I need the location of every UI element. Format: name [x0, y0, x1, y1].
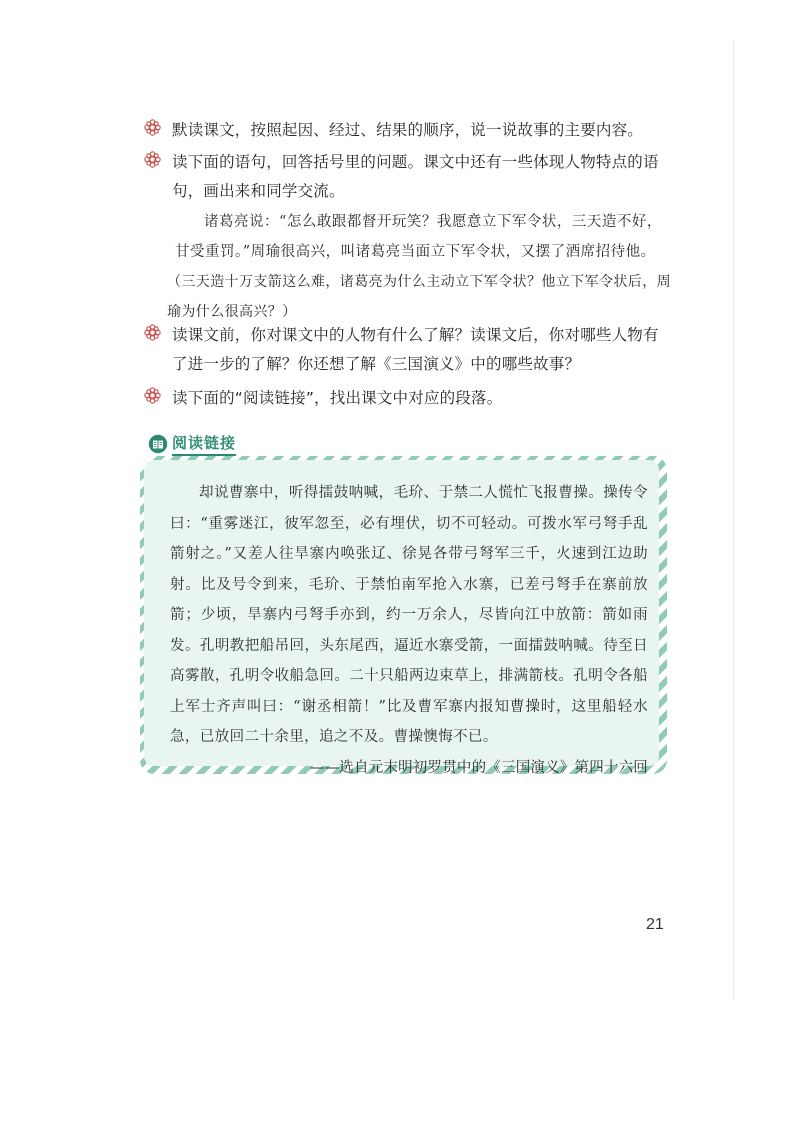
reading-link-source: ——选自元末明初罗贯中的《三国演义》第四十六回: [309, 759, 648, 776]
flower-bullet-icon: [144, 324, 161, 341]
page-edge: [733, 40, 734, 1000]
quote-hint: （三天造十万支箭这么难，诸葛亮为什么主动立下军令状？他立下军令状后，周瑜为什么很高兴？）: [167, 274, 671, 320]
question-item-1: [144, 116, 674, 145]
book-icon: [148, 434, 168, 454]
question-text: 读下面的语句，回答括号里的问题。课文中还有一些体现人物特点的语句，画出来和同学交流。: [172, 153, 659, 200]
question-text: 读下面的“阅读链接”，找出课文中对应的段落。: [172, 389, 503, 407]
quote-text: 诸葛亮说：“怎么敢跟都督开玩笑？我愿意立下军令状，三天造不好，甘受重罚。”周瑜很高兴，叫诸葛亮当面立下军令状，又摆了酒席招待他。: [175, 214, 662, 260]
page-number: 21: [646, 916, 664, 933]
quoted-passage: [167, 207, 675, 327]
reading-link-title: 阅读链接: [172, 432, 236, 456]
reading-link-header: [148, 432, 236, 456]
flower-bullet-icon: [144, 119, 161, 136]
reading-link-box: [140, 456, 667, 774]
flower-bullet-icon: [144, 387, 161, 404]
question-item-4: [144, 384, 674, 413]
flower-bullet-icon: [144, 151, 161, 168]
reading-link-content: [170, 478, 648, 783]
question-item-3: [144, 321, 674, 379]
question-text: 读课文前，你对课文中的人物有什么了解？读课文后，你对哪些人物有了进一步的了解？你还想了解《三国演义》中的哪些故事？: [172, 326, 659, 373]
reading-link-paragraph: 却说曹寨中，听得擂鼓呐喊，毛玠、于禁二人慌忙飞报曹操。操传令曰：“重雾迷江，彼军忽至，必有埋伏，切不可轻动。可拨水军弓弩手乱箭射之。”又差人往旱寨内唤张辽、徐晃各带弓弩军三千，火速到江边助射。比及号令到来，毛玠、于禁怕南军抢入水寨，已差弓弩手在寨前放箭；少顷，旱寨内弓弩手亦到，约一万余人，尽皆向江中放箭：箭如雨发。孔明教把船吊回，头东尾西，逼近水寨受箭，一面擂鼓呐喊。待至日高雾散，孔明令收船急回。二十只船两边束草上，排满箭枝。孔明令各船上军士齐声叫曰：“谢丞相箭！”比及曹军寨内报知曹操时，这里船轻水急，已放回二十余里，追之不及。曹操懊悔不已。: [170, 485, 648, 745]
question-item-2: [144, 148, 674, 206]
question-text: 默读课文，按照起因、经过、结果的顺序，说一说故事的主要内容。: [172, 121, 644, 139]
